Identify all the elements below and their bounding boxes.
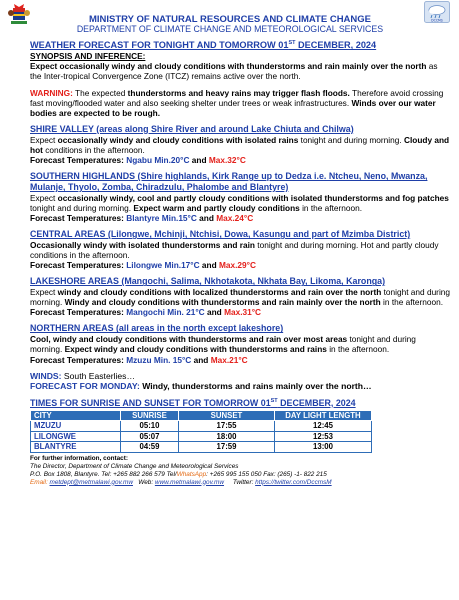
document-header xyxy=(0,0,459,38)
warning-label: WARNING: xyxy=(30,87,73,98)
sunrise-cell: 05:07 xyxy=(121,431,179,442)
sun-times-table xyxy=(30,410,372,453)
sunrise-cell: 05:10 xyxy=(121,421,179,432)
city-cell: LILONGWE xyxy=(31,431,121,442)
region-title: LAKESHORE AREAS (Mangochi, Salima, Nkhotakota, Nkhata Bay, Likoma, Karonga) xyxy=(30,276,386,287)
synopsis-text: Expect occasionally windy and cloudy conditions with thunderstorms and rain mainly over the north as the Inter-tropical Convergence Zone (ITCZ) remains active over the north. xyxy=(30,61,438,82)
daylight-cell: 12:45 xyxy=(275,421,372,432)
dccms-logo xyxy=(424,1,450,23)
column-header: CITY xyxy=(31,410,121,421)
contact-director: The Director, Department of Climate Change and Meteorological Services xyxy=(30,462,239,470)
region-temperatures: Forecast Temperatures: Ngabu Min.20°C and Max.32°C xyxy=(30,154,246,165)
forecast-body xyxy=(30,40,450,487)
column-header: DAY LIGHT LENGTH xyxy=(275,410,372,421)
region-southern-highlands xyxy=(30,171,450,223)
sunrise-cell: 04:59 xyxy=(121,442,179,453)
daylight-cell: 12:53 xyxy=(275,431,372,442)
region-title: NORTHERN AREAS (all areas in the north except lakeshore) xyxy=(30,323,284,334)
contact-links: Email: metdept@metmalawi.gov.mw Web: www.metmalawi.gov.mw Twitter: https://twitter.com/DccmsM xyxy=(30,478,332,486)
contact-address: P.O. Box 1808, Blantyre. Tel: +265 882 266 579 Tel/WhatsApp: +265 995 155 050 Fax: (265) -1- 822 215 xyxy=(30,470,327,478)
region-title: SOUTHERN HIGHLANDS (Shire highlands, Kirk Range up to Dedza i.e. Ntcheu, Neno, Mwanza, Mulanje, Thyolo, Zomba, Chiradzulu, Phalombe and Blantyre) xyxy=(30,171,428,192)
daylight-cell: 13:00 xyxy=(275,442,372,453)
region-forecast: Cool, windy and cloudy conditions with thunderstorms and rain over most areas tonight and during morning. Expect windy and cloudy conditions with thunderstorms and rains in the afternoon. xyxy=(30,334,416,355)
region-forecast: Expect windy and cloudy conditions with localized thunderstorms and rain over the north tonight and during morning. Windy and cloudy conditions with thunderstorms and rain mainly over the north in the afternoon. xyxy=(30,287,451,308)
table-header-row xyxy=(31,410,372,421)
city-cell: BLANTYRE xyxy=(31,442,121,453)
column-header: SUNSET xyxy=(179,410,275,421)
region-forecast: Expect occasionally windy and cloudy conditions with isolated rains tonight and during morning. Cloudy and hot conditions in the afternoon. xyxy=(30,134,450,155)
region-central-areas xyxy=(30,229,450,270)
winds-line: WINDS: South Easterlies… xyxy=(30,370,136,381)
region-northern-areas xyxy=(30,323,450,364)
monday-forecast-line: FORECAST FOR MONDAY: Windy, thunderstorms and rains mainly over the north… xyxy=(30,381,372,392)
malawi-coat-of-arms-icon xyxy=(8,2,30,26)
region-shire-valley xyxy=(30,124,450,165)
table-row xyxy=(31,421,372,432)
contact-info xyxy=(30,455,450,487)
web-link[interactable]: www.metmalawi.gov.mw xyxy=(154,478,225,486)
region-forecast: Occasionally windy with isolated thunderstorms and rain tonight and during morning. Hot and partly cloudy conditions in the afternoon. xyxy=(30,239,439,261)
region-lakeshore-areas xyxy=(30,276,450,317)
synopsis-heading: SYNOPSIS AND INFERENCE: xyxy=(30,51,146,62)
sun-times-title: TIMES FOR SUNRISE AND SUNSET FOR TOMORROW 01ST DECEMBER, 2024 xyxy=(30,397,356,408)
sunset-cell: 17:55 xyxy=(179,421,275,432)
region-forecast: Expect occasionally windy, cool and partly cloudy conditions with isolated thunderstorms and fog patches tonight and during morning. Expect warm and partly cloudy conditions in the afternoon. xyxy=(30,192,449,213)
email-link[interactable]: metdept@metmalawi.gov.mw xyxy=(49,478,133,486)
table-row xyxy=(31,431,372,442)
region-title: SHIRE VALLEY (areas along Shire River and around Lake Chiuta and Chilwa) xyxy=(30,123,354,134)
region-title: CENTRAL AREAS (Lilongwe, Mchinji, Ntchisi, Dowa, Kasungu and part of Mzimba District) xyxy=(30,229,411,240)
table-row xyxy=(31,442,372,453)
ministry-title: MINISTRY OF NATURAL RESOURCES AND CLIMATE CHANGE xyxy=(88,14,371,25)
contact-heading: For further information, contact: xyxy=(30,454,128,462)
region-temperatures: Forecast Temperatures: Mangochi Min. 21°C and Max.31°C xyxy=(30,307,262,318)
city-cell: MZUZU xyxy=(31,421,121,432)
region-temperatures: Forecast Temperatures: Lilongwe Min.17°C and Max.29°C xyxy=(30,260,256,271)
svg-text:DCCMS: DCCMS xyxy=(431,18,443,23)
region-temperatures: Forecast Temperatures: Blantyre Min.15°C and Max.24°C xyxy=(30,213,254,223)
department-name: DEPARTMENT OF CLIMATE CHANGE AND METEOROLOGICAL SERVICES xyxy=(76,24,384,34)
warning-text: WARNING: The expected thunderstorms and heavy rains may trigger flash floods. Therefore avoid crossing fast moving/flooded water and also seeking shelter under trees or weak infrastructures. Winds over our water bodies are expected to be rough. xyxy=(30,87,444,118)
sunset-cell: 18:00 xyxy=(179,431,275,442)
column-header: SUNRISE xyxy=(121,410,179,421)
twitter-link[interactable]: https://twitter.com/DccmsM xyxy=(255,478,332,486)
region-temperatures: Forecast Temperatures: Mzuzu Min. 15°C and Max.21°C xyxy=(30,354,248,365)
sunset-cell: 17:59 xyxy=(179,442,275,453)
forecast-title: WEATHER FORECAST FOR TONIGHT AND TOMORROW 01ST DECEMBER, 2024 xyxy=(30,39,377,50)
